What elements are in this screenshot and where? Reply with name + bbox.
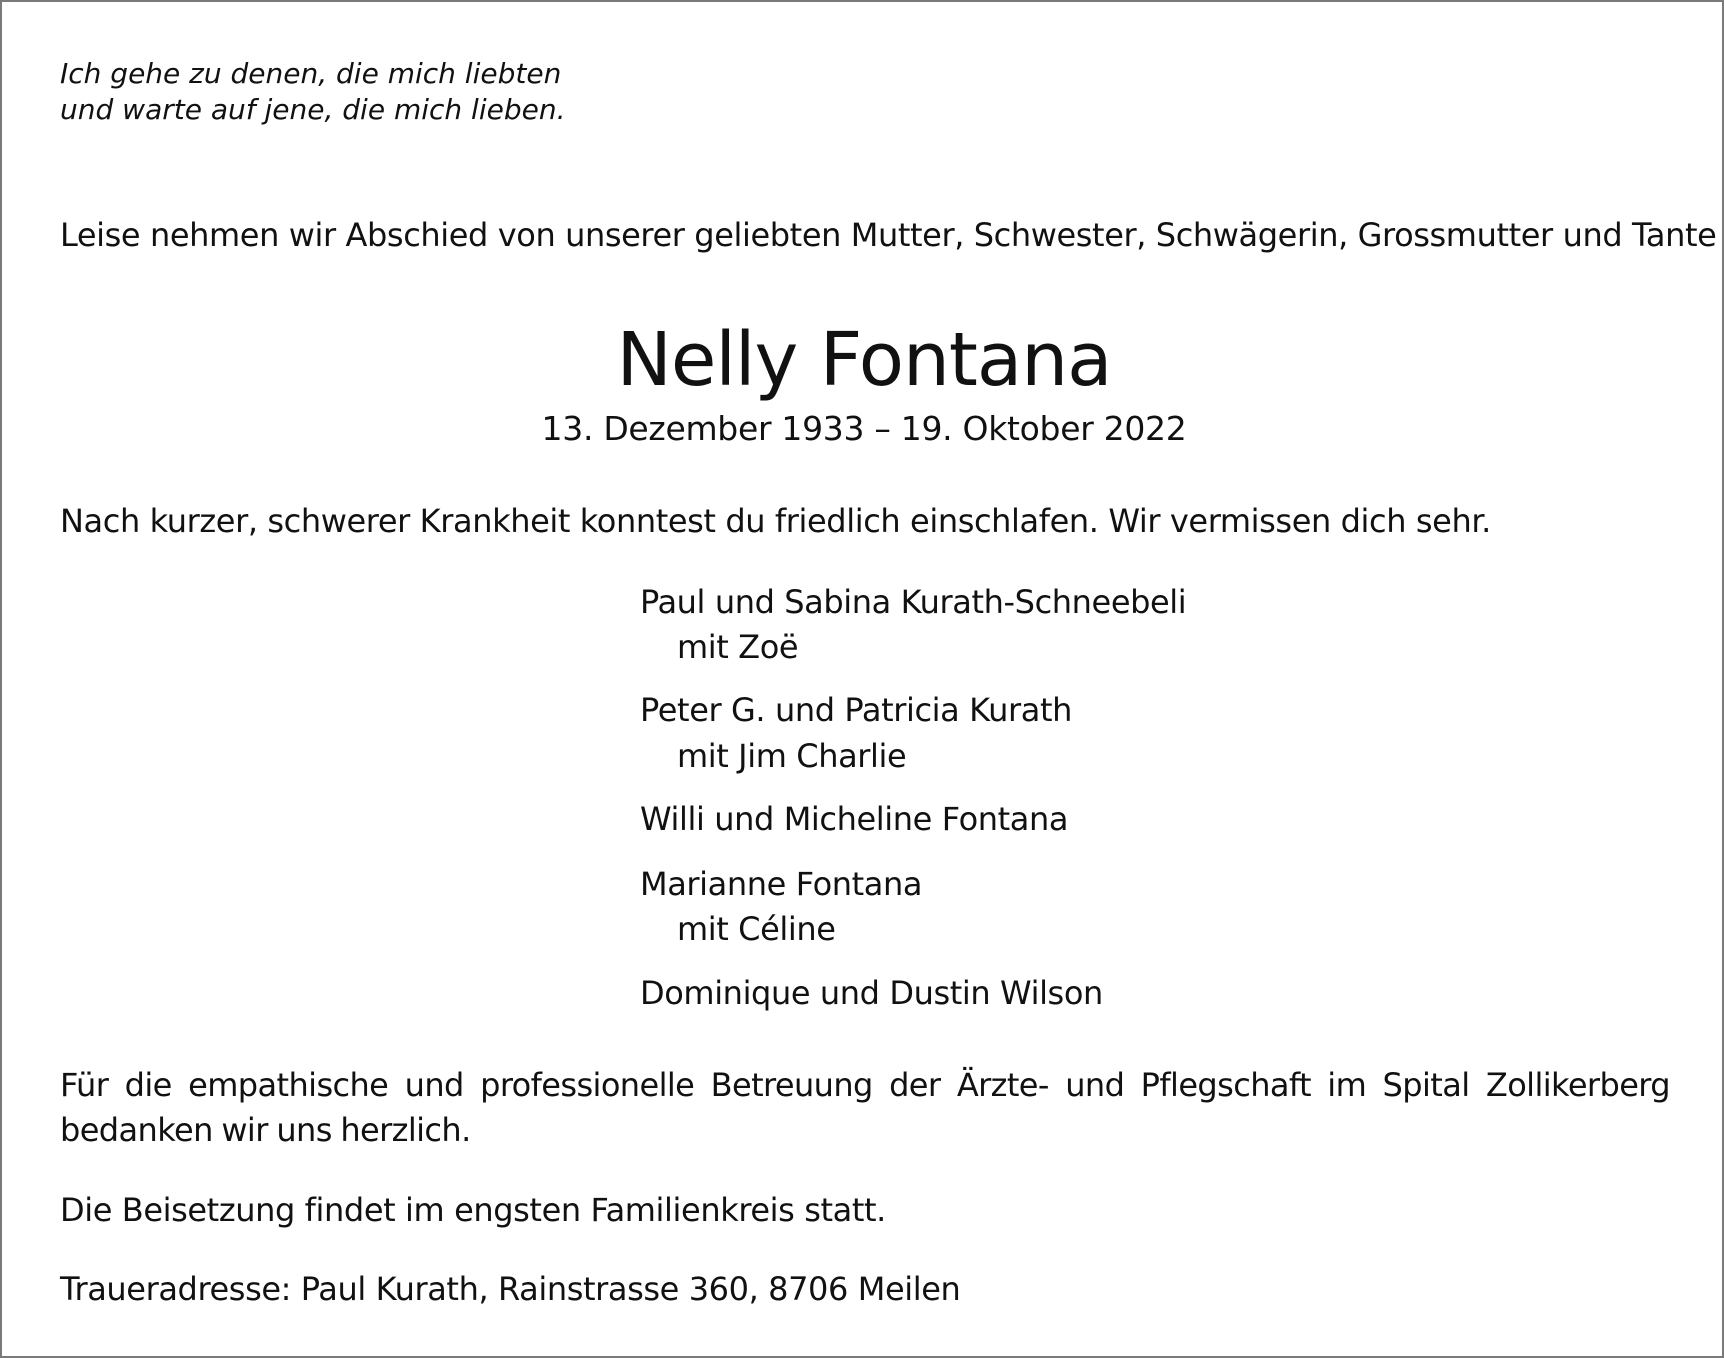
mourner-name: Marianne Fontana <box>640 865 923 903</box>
mourner-name: Dominique und Dustin Wilson <box>640 974 1103 1012</box>
farewell-message: Nach kurzer, schwerer Krankheit konntest du friedlich einschlafen. Wir vermissen dich sehr. <box>60 502 1491 540</box>
mourner-name: Paul und Sabina Kurath-Schneebeli <box>640 583 1187 621</box>
thanks-text: Für die empathische und professionelle Betreuung der Ärzte- und Pflegschaft im Spital Zollikerberg bedanken wir uns herzlich. <box>60 1066 1670 1149</box>
mourner-with: mit Jim Charlie <box>677 737 907 775</box>
mourner-name: Peter G. und Patricia Kurath <box>640 691 1072 729</box>
mourner-with: mit Céline <box>677 910 836 948</box>
mourner-name: Willi und Micheline Fontana <box>640 800 1069 838</box>
motto-line-1: Ich gehe zu denen, die mich liebten <box>60 57 562 90</box>
mourning-address: Traueradresse: Paul Kurath, Rainstrasse 360, 8706 Meilen <box>60 1270 961 1308</box>
life-dates: 13. Dezember 1933 – 19. Oktober 2022 <box>541 409 1187 448</box>
mourner-with: mit Zoë <box>677 628 799 666</box>
burial-notice: Die Beisetzung findet im engsten Familienkreis statt. <box>60 1191 886 1229</box>
motto-line-2: und warte auf jene, die mich lieben. <box>60 93 566 126</box>
deceased-name: Nelly Fontana <box>616 317 1112 403</box>
intro-text: Leise nehmen wir Abschied von unserer geliebten Mutter, Schwester, Schwägerin, Grossmutter und Tante <box>60 216 1717 254</box>
